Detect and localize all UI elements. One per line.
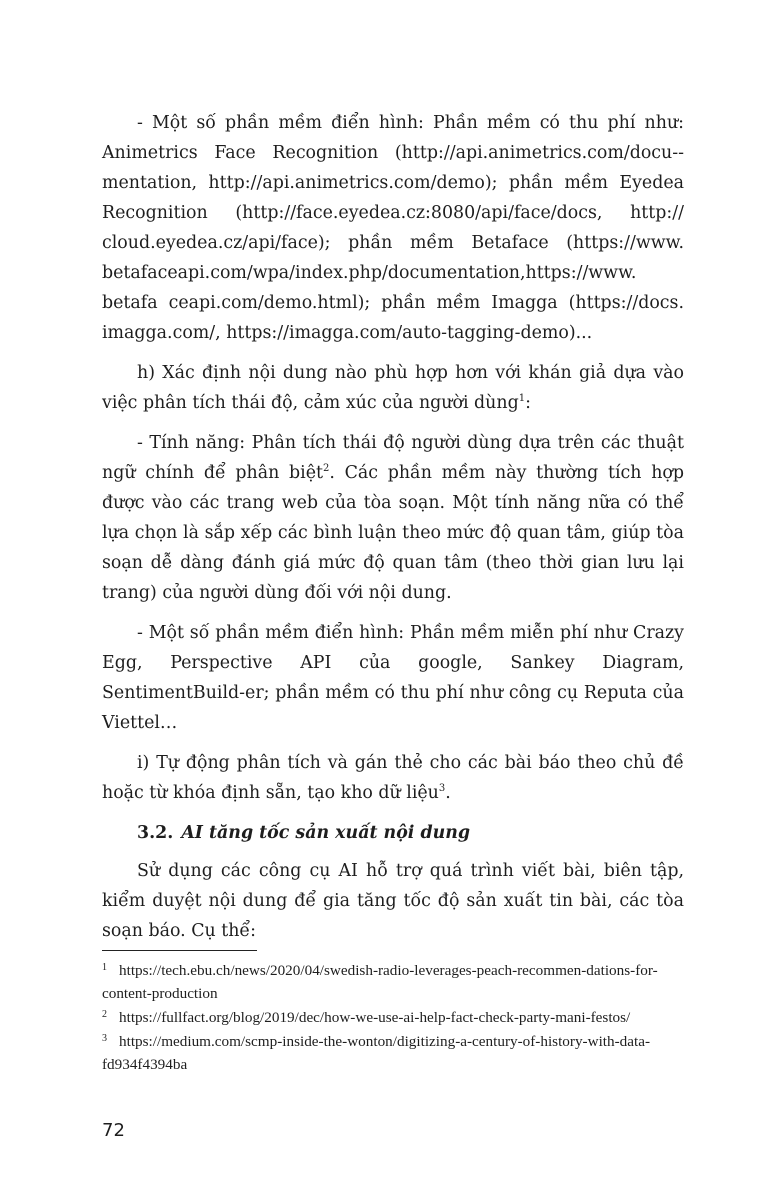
paragraph-text: h) Xác định nội dung nào phù hợp hơn với khán giả dựa vào việc phân tích thái độ, cảm xúc của người dùng	[102, 363, 684, 413]
footnote-number: 3	[102, 1033, 107, 1044]
footnote-ref-1[interactable]: 1	[518, 393, 526, 404]
section-number: 3.2.	[137, 823, 174, 843]
paragraph-feature	[102, 428, 684, 608]
footnote-number: 2	[102, 1009, 107, 1020]
paragraph-text: Sử dụng các công cụ AI hỗ trợ quá trình viết bài, biên tập, kiểm duyệt nội dung để gia tăng tốc độ sản xuất tin bài, các tòa soạn báo. Cụ thể:	[102, 861, 684, 941]
page-body	[102, 108, 684, 1077]
footnote-number: 1	[102, 962, 107, 973]
paragraph-text: - Một số phần mềm điển hình: Phần mềm có thu phí như: Animetrics Face Recognition (http://api.animetrics.com/docu-mentation, http://api.animetrics.com/demo); phần mềm Eyedea Recognition (http://face.eyedea.cz:8080/api/face/docs, http://​cloud.eyedea.cz/api/face); phần mềm Betaface (https://www.​betafaceapi.com/wpa/index.php/documentation,https://www.​betafa ceapi.com/demo.html); phần mềm Imagga (https://docs.​imagga.com/, https://imagga.com/auto-tagging-demo)...	[102, 113, 684, 343]
footnote-link[interactable]: https://fullfact.org/blog/2019/dec/how-we-use-ai-help-fact-check-party-mani-festos/	[119, 1009, 631, 1026]
page-number: 72	[102, 1120, 125, 1141]
footnote-ref-3[interactable]: 3	[438, 783, 446, 794]
paragraph-software-examples-2	[102, 618, 684, 738]
footnote-1	[102, 959, 684, 1005]
footnote-2	[102, 1006, 684, 1029]
paragraph-software-examples	[102, 108, 684, 348]
section-heading	[102, 818, 684, 848]
paragraph-item-i	[102, 748, 684, 808]
footnote-link[interactable]: https://medium.com/scmp-inside-the-wonton/digitizing-a-century-of-history-with-data-fd934f4394ba	[102, 1033, 651, 1073]
footnote-divider	[102, 950, 257, 951]
footnote-link[interactable]: https://tech.ebu.ch/news/2020/04/swedish-radio-leverages-peach-recommen-dations-for-content-production	[102, 962, 658, 1002]
paragraph-text: . Các phần mềm này thường tích hợp được vào các trang web của tòa soạn. Một tính năng nữa có thể lựa chọn là sắp xếp các bình luận theo mức độ quan tâm, giúp tòa soạn dễ dàng đánh giá mức độ quan tâm (theo thời gian lưu lại trang) của người dùng đối với nội dung.	[102, 463, 684, 603]
section-title: AI tăng tốc sản xuất nội dung	[181, 823, 471, 843]
paragraph-text: :	[525, 393, 531, 413]
paragraph-text: - Một số phần mềm điển hình: Phần mềm miễn phí như Crazy Egg, Perspective API của google, Sankey Diagram, SentimentBuild-er; phần mềm có thu phí như công cụ Reputa của Viettel…	[102, 623, 684, 733]
paragraph-text: i) Tự động phân tích và gán thẻ cho các bài báo theo chủ đề hoặc từ khóa định sẵn, tạo kho dữ liệu	[102, 753, 684, 803]
paragraph-text: .	[445, 783, 451, 803]
paragraph-text: - Tính năng: Phân tích thái độ người dùng dựa trên các thuật ngữ chính để phân biệt	[102, 433, 684, 483]
paragraph-intro	[102, 856, 684, 946]
paragraph-item-h	[102, 358, 684, 418]
footnote-ref-2[interactable]: 2	[322, 463, 330, 474]
footnote-3	[102, 1030, 684, 1076]
